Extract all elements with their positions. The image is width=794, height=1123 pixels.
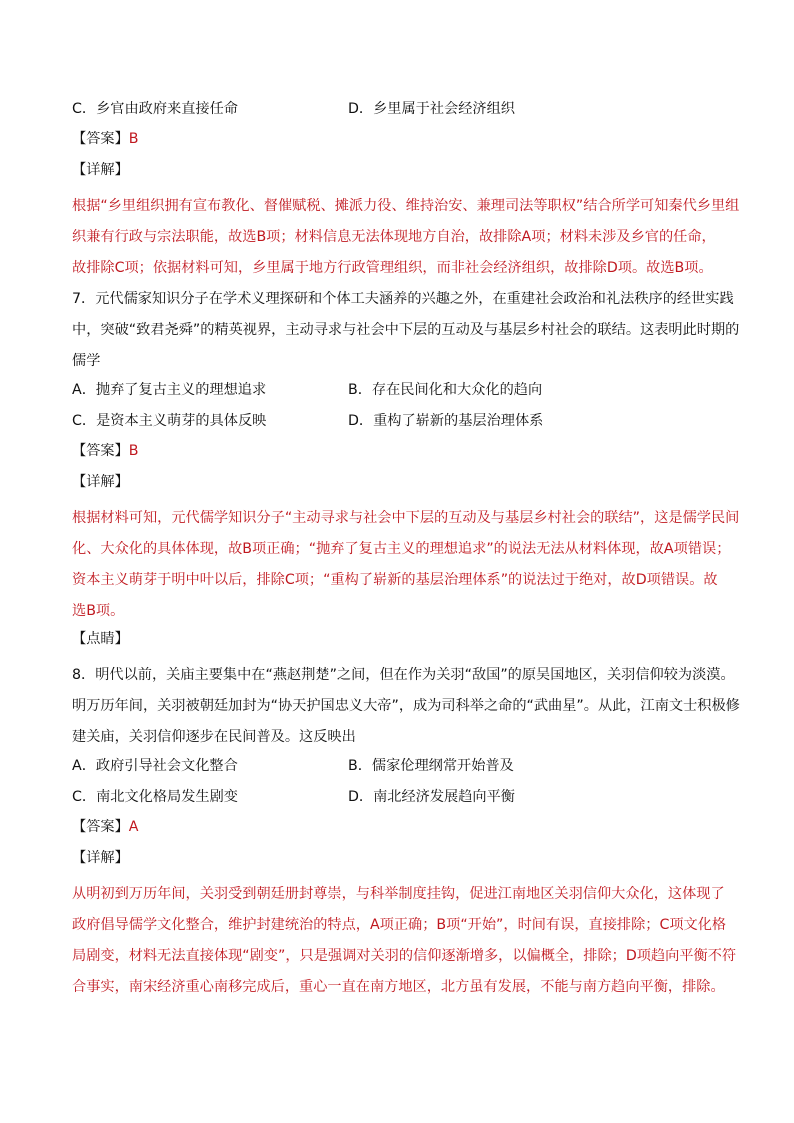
q7-stem (72, 284, 740, 377)
q8-detail-line: 合事实，南宋经济重心南移完成后，重心一直在南方地区，北方虽有发展，不能与南方趋向平衡，排除。 (72, 979, 725, 995)
q7-detail-line: 选B项。 (72, 603, 125, 619)
q6-detail-line: 故排除C项；依据材料可知，乡里属于地方行政管理组织，而非社会经济组织，故排除D项。故选B项。 (72, 260, 713, 276)
q8-detail-line: 从明初到万历年间，关羽受到朝廷册封尊崇，与科举制度挂钩，促进江南地区关羽信仰大众化，这体现了 (72, 886, 725, 902)
q8-answer (72, 817, 724, 837)
q6-answer-label: 【答案】 (72, 131, 129, 147)
q7-option-b: B．存在民间化和大众化的趋向 (348, 382, 543, 398)
q8-answer-label: 【答案】 (72, 819, 129, 835)
q6-detail-label: 【详解】 (72, 162, 129, 178)
q7-answer-label: 【答案】 (72, 443, 129, 459)
q8-options-row-ab (72, 755, 724, 775)
q8-detail-line: 局剧变，材料无法直接体现“剧变”，只是强调对关羽的信仰逐渐增多，以偏概全，排除；D项趋向平衡不符 (72, 948, 737, 964)
q7-detail-label: 【详解】 (72, 474, 129, 490)
q8-option-d: D．南北经济发展趋向平衡 (348, 789, 515, 805)
q6-options-row-cd (72, 98, 724, 118)
q7-option-c: C．是资本主义萌芽的具体反映 (72, 413, 267, 429)
q6-option-c: C．乡官由政府来直接任命 (72, 101, 238, 117)
q7-stem-line: 儒学 (72, 353, 101, 369)
q7-detail-line: 资本主义萌芽于明中叶以后，排除C项；“重构了崭新的基层治理体系”的说法过于绝对，故D项错误。故 (72, 572, 718, 588)
document-page (72, 98, 740, 1003)
q6-answer (72, 129, 724, 149)
q7-option-d: D．重构了崭新的基层治理体系 (348, 413, 544, 429)
q8-option-c: C．南北文化格局发生剧变 (72, 789, 238, 805)
q7-answer (72, 441, 724, 461)
q8-stem-line: 明万历年间，关羽被朝廷加封为“协天护国忠义大帝”，成为司科举之命的“武曲星”。从此，江南文士积极修 (72, 698, 740, 714)
q8-stem (72, 660, 740, 753)
q8-stem-line: 8．明代以前，关庙主要集中在“燕赵荆楚”之间，但在作为关羽“敌国”的原吴国地区，关羽信仰较为淡漠。 (72, 667, 735, 683)
q7-options-row-cd (72, 410, 724, 430)
q7-detail-text (72, 503, 740, 627)
q8-stem-line: 建关庙，关羽信仰逐步在民间普及。这反映出 (72, 729, 356, 745)
q8-detail-text (72, 879, 737, 1003)
q7-detail-line: 根据材料可知，元代儒学知识分子“主动寻求与社会中下层的互动及与基层乡村社会的联结”，这是儒学民间 (72, 510, 740, 526)
q8-detail-label: 【详解】 (72, 850, 129, 866)
q7-detail-line: 化、大众化的具体体现，故B项正确；“抛弃了复古主义的理想追求”的说法无法从材料体现，故A项错误； (72, 541, 731, 557)
q7-options-row-ab (72, 379, 724, 399)
q6-detail-line: 织兼有行政与宗法职能，故选B项；材料信息无法体现地方自治，故排除A项；材料未涉及乡官的任命， (72, 229, 716, 245)
q7-answer-value: B (128, 443, 139, 459)
q7-option-a: A．抛弃了复古主义的理想追求 (72, 382, 267, 398)
q8-option-a: A．政府引导社会文化整合 (72, 758, 238, 774)
q6-detail-text (72, 191, 740, 284)
q6-answer-value: B (128, 131, 139, 147)
q8-option-b: B．儒家伦理纲常开始普及 (348, 758, 514, 774)
q8-options-row-cd (72, 786, 724, 806)
q7-stem-line: 7．元代儒家知识分子在学术义理探研和个体工夫涵养的兴趣之外，在重建社会政治和礼法秩序的经世实践 (72, 291, 734, 307)
q7-stem-line: 中，突破“致君尧舜”的精英视界，主动寻求与社会中下层的互动及与基层乡村社会的联结。这表明此时期的 (72, 322, 740, 338)
q7-point-label: 【点睛】 (72, 631, 129, 647)
q8-answer-value: A (128, 819, 139, 835)
q6-option-d: D．乡里属于社会经济组织 (348, 101, 515, 117)
q6-detail-line: 根据“乡里组织拥有宣布教化、督催赋税、摊派力役、维持治安、兼理司法等职权”结合所学可知秦代乡里组 (72, 198, 740, 214)
q8-detail-line: 政府倡导儒学文化整合，维护封建统治的特点，A项正确；B项“开始”，时间有误，直接排除；C项文化格 (72, 917, 727, 933)
